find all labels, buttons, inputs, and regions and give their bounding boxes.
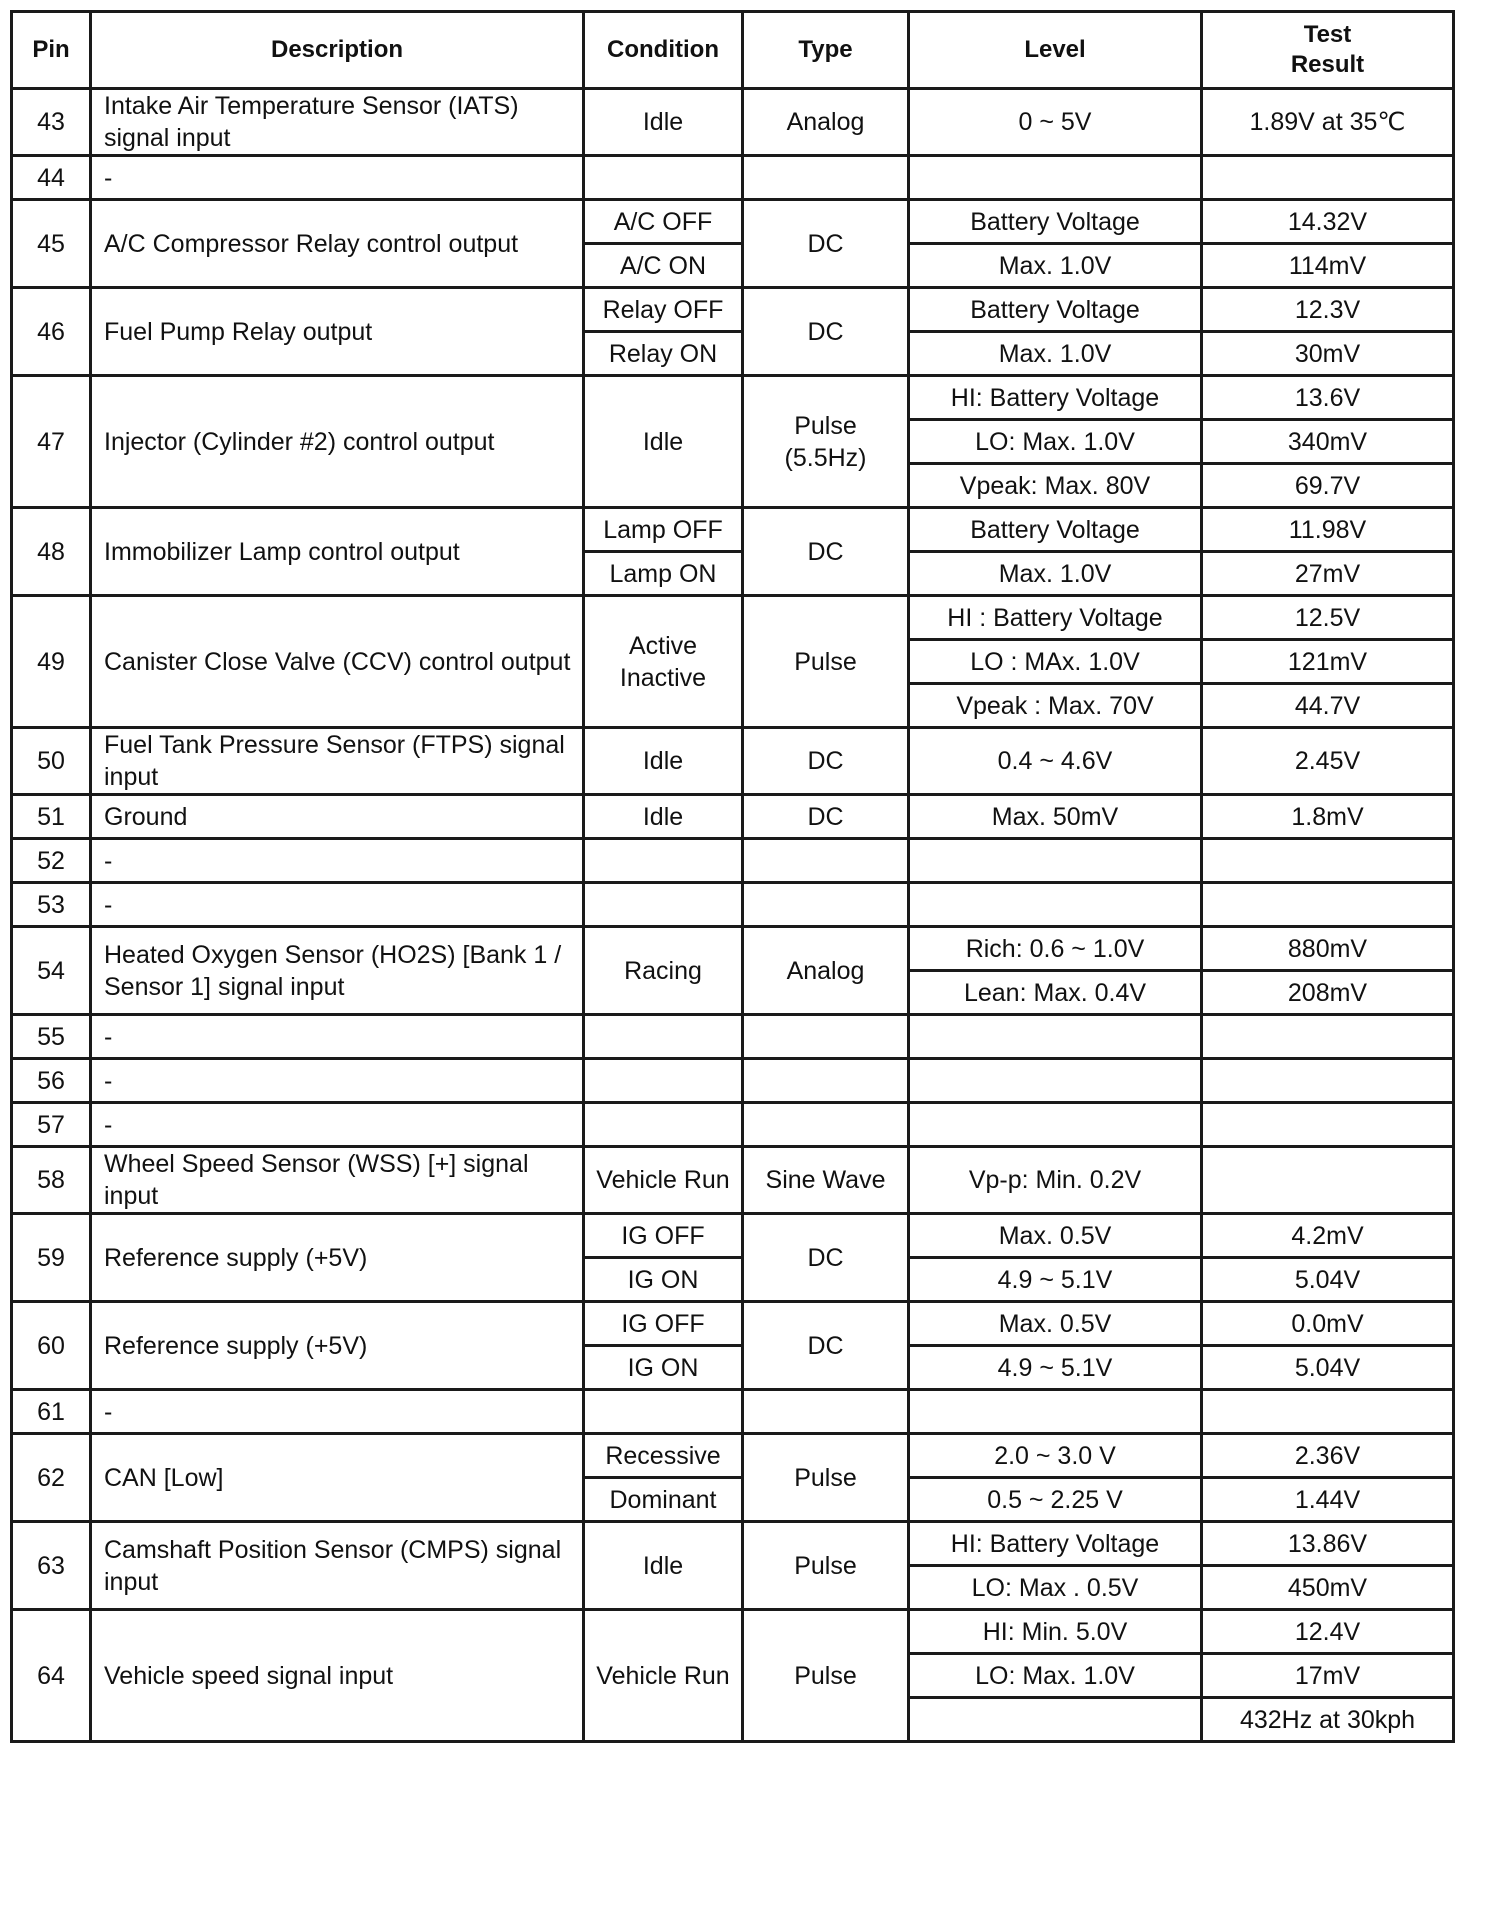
result-cell: 880mV bbox=[1202, 927, 1454, 971]
pin-cell: 62 bbox=[12, 1434, 91, 1522]
description-cell: - bbox=[91, 883, 584, 927]
result-cell: 13.86V bbox=[1202, 1522, 1454, 1566]
result-cell bbox=[1202, 839, 1454, 883]
table-row bbox=[12, 1015, 1454, 1059]
condition-cell bbox=[584, 1390, 743, 1434]
header-description: Description bbox=[91, 12, 584, 89]
description-cell: Injector (Cylinder #2) control output bbox=[91, 376, 584, 508]
pin-cell: 60 bbox=[12, 1302, 91, 1390]
condition-cell: Idle bbox=[584, 795, 743, 839]
level-cell: 4.9 ~ 5.1V bbox=[909, 1258, 1202, 1302]
table-row bbox=[12, 596, 1454, 640]
header-level: Level bbox=[909, 12, 1202, 89]
description-cell: Reference supply (+5V) bbox=[91, 1214, 584, 1302]
condition-cell bbox=[584, 1103, 743, 1147]
pin-cell: 53 bbox=[12, 883, 91, 927]
table-row bbox=[12, 200, 1454, 244]
table-row bbox=[12, 1434, 1454, 1478]
pin-spec-sheet bbox=[10, 10, 1452, 1743]
condition-cell: Relay ON bbox=[584, 332, 743, 376]
result-cell: 4.2mV bbox=[1202, 1214, 1454, 1258]
level-cell: Battery Voltage bbox=[909, 288, 1202, 332]
table-row bbox=[12, 1610, 1454, 1654]
condition-cell: Lamp ON bbox=[584, 552, 743, 596]
table-row bbox=[12, 1302, 1454, 1346]
level-cell: Max. 50mV bbox=[909, 795, 1202, 839]
level-cell: 0.5 ~ 2.25 V bbox=[909, 1478, 1202, 1522]
description-cell: - bbox=[91, 1103, 584, 1147]
pin-cell: 63 bbox=[12, 1522, 91, 1610]
table-row bbox=[12, 927, 1454, 971]
type-cell bbox=[743, 1059, 909, 1103]
result-cell: 14.32V bbox=[1202, 200, 1454, 244]
description-cell: Wheel Speed Sensor (WSS) [+] signal input bbox=[91, 1147, 584, 1214]
table-row bbox=[12, 1103, 1454, 1147]
type-cell: Sine Wave bbox=[743, 1147, 909, 1214]
table-row bbox=[12, 288, 1454, 332]
level-cell: HI: Battery Voltage bbox=[909, 1522, 1202, 1566]
level-cell bbox=[909, 839, 1202, 883]
pin-cell: 43 bbox=[12, 89, 91, 156]
pin-cell: 46 bbox=[12, 288, 91, 376]
header-condition: Condition bbox=[584, 12, 743, 89]
type-cell: Pulse bbox=[743, 1610, 909, 1742]
result-cell bbox=[1202, 1147, 1454, 1214]
description-cell: Reference supply (+5V) bbox=[91, 1302, 584, 1390]
result-cell: 1.44V bbox=[1202, 1478, 1454, 1522]
result-cell: 12.3V bbox=[1202, 288, 1454, 332]
condition-cell: IG ON bbox=[584, 1346, 743, 1390]
table-body bbox=[12, 89, 1454, 1742]
result-cell: 1.89V at 35℃ bbox=[1202, 89, 1454, 156]
type-cell: DC bbox=[743, 288, 909, 376]
result-cell: 114mV bbox=[1202, 244, 1454, 288]
table-row bbox=[12, 89, 1454, 156]
condition-cell: Recessive bbox=[584, 1434, 743, 1478]
condition-cell: Lamp OFF bbox=[584, 508, 743, 552]
type-cell: DC bbox=[743, 728, 909, 795]
description-cell: Intake Air Temperature Sensor (IATS) signal input bbox=[91, 89, 584, 156]
description-cell: - bbox=[91, 1015, 584, 1059]
condition-cell bbox=[584, 839, 743, 883]
level-cell: Max. 1.0V bbox=[909, 332, 1202, 376]
description-cell: Immobilizer Lamp control output bbox=[91, 508, 584, 596]
pin-cell: 48 bbox=[12, 508, 91, 596]
pin-cell: 64 bbox=[12, 1610, 91, 1742]
level-cell bbox=[909, 1103, 1202, 1147]
pin-cell: 52 bbox=[12, 839, 91, 883]
condition-cell: Vehicle Run bbox=[584, 1610, 743, 1742]
result-cell bbox=[1202, 1103, 1454, 1147]
level-cell: 0.4 ~ 4.6V bbox=[909, 728, 1202, 795]
result-cell: 340mV bbox=[1202, 420, 1454, 464]
header-type: Type bbox=[743, 12, 909, 89]
header-row bbox=[12, 12, 1454, 89]
pin-cell: 56 bbox=[12, 1059, 91, 1103]
description-cell: A/C Compressor Relay control output bbox=[91, 200, 584, 288]
result-cell: 2.45V bbox=[1202, 728, 1454, 795]
description-cell: - bbox=[91, 839, 584, 883]
result-cell: 0.0mV bbox=[1202, 1302, 1454, 1346]
level-cell: LO: Max . 0.5V bbox=[909, 1566, 1202, 1610]
condition-cell bbox=[584, 883, 743, 927]
level-cell: LO: Max. 1.0V bbox=[909, 1654, 1202, 1698]
level-cell: 0 ~ 5V bbox=[909, 89, 1202, 156]
level-cell: LO: Max. 1.0V bbox=[909, 420, 1202, 464]
result-cell: 44.7V bbox=[1202, 684, 1454, 728]
pin-cell: 57 bbox=[12, 1103, 91, 1147]
table-row bbox=[12, 795, 1454, 839]
type-cell: Pulse bbox=[743, 596, 909, 728]
table-row bbox=[12, 508, 1454, 552]
description-cell: Heated Oxygen Sensor (HO2S) [Bank 1 / Sensor 1] signal input bbox=[91, 927, 584, 1015]
table-row bbox=[12, 1147, 1454, 1214]
description-cell: Ground bbox=[91, 795, 584, 839]
type-cell: DC bbox=[743, 1302, 909, 1390]
condition-cell: Idle bbox=[584, 728, 743, 795]
type-cell bbox=[743, 839, 909, 883]
table-row bbox=[12, 376, 1454, 420]
type-cell bbox=[743, 1103, 909, 1147]
table-row bbox=[12, 1522, 1454, 1566]
level-cell: Max. 0.5V bbox=[909, 1214, 1202, 1258]
level-cell: Battery Voltage bbox=[909, 200, 1202, 244]
header-result-label: Result bbox=[1290, 51, 1365, 78]
description-cell: CAN [Low] bbox=[91, 1434, 584, 1522]
result-cell: 2.36V bbox=[1202, 1434, 1454, 1478]
level-cell: HI: Min. 5.0V bbox=[909, 1610, 1202, 1654]
pin-table bbox=[10, 10, 1455, 1743]
table-row bbox=[12, 1214, 1454, 1258]
type-cell: Analog bbox=[743, 927, 909, 1015]
header-pin: Pin bbox=[12, 12, 91, 89]
result-cell bbox=[1202, 156, 1454, 200]
level-cell bbox=[909, 883, 1202, 927]
condition-cell bbox=[584, 1015, 743, 1059]
level-cell: Max. 1.0V bbox=[909, 552, 1202, 596]
result-cell: 1.8mV bbox=[1202, 795, 1454, 839]
result-cell: 450mV bbox=[1202, 1566, 1454, 1610]
condition-cell: IG OFF bbox=[584, 1214, 743, 1258]
condition-cell: Relay OFF bbox=[584, 288, 743, 332]
condition-cell: A/C OFF bbox=[584, 200, 743, 244]
result-cell: 69.7V bbox=[1202, 464, 1454, 508]
level-cell bbox=[909, 1059, 1202, 1103]
result-cell: 11.98V bbox=[1202, 508, 1454, 552]
type-cell: Pulse bbox=[743, 1434, 909, 1522]
description-cell: Fuel Tank Pressure Sensor (FTPS) signal input bbox=[91, 728, 584, 795]
level-cell: Rich: 0.6 ~ 1.0V bbox=[909, 927, 1202, 971]
condition-cell bbox=[584, 156, 743, 200]
result-cell: 27mV bbox=[1202, 552, 1454, 596]
type-cell bbox=[743, 1015, 909, 1059]
pin-cell: 47 bbox=[12, 376, 91, 508]
level-cell: Vp-p: Min. 0.2V bbox=[909, 1147, 1202, 1214]
result-cell: 12.4V bbox=[1202, 1610, 1454, 1654]
type-cell: DC bbox=[743, 508, 909, 596]
level-cell bbox=[909, 156, 1202, 200]
condition-cell: Vehicle Run bbox=[584, 1147, 743, 1214]
result-cell bbox=[1202, 1390, 1454, 1434]
type-cell: Analog bbox=[743, 89, 909, 156]
result-cell: 12.5V bbox=[1202, 596, 1454, 640]
result-cell: 121mV bbox=[1202, 640, 1454, 684]
level-cell: Vpeak: Max. 80V bbox=[909, 464, 1202, 508]
pin-cell: 51 bbox=[12, 795, 91, 839]
level-cell: Lean: Max. 0.4V bbox=[909, 971, 1202, 1015]
result-cell: 208mV bbox=[1202, 971, 1454, 1015]
level-cell: Max. 0.5V bbox=[909, 1302, 1202, 1346]
pin-cell: 44 bbox=[12, 156, 91, 200]
condition-cell: Dominant bbox=[584, 1478, 743, 1522]
pin-cell: 58 bbox=[12, 1147, 91, 1214]
level-cell bbox=[909, 1390, 1202, 1434]
type-cell: Pulse (5.5Hz) bbox=[743, 376, 909, 508]
description-cell: Camshaft Position Sensor (CMPS) signal input bbox=[91, 1522, 584, 1610]
table-row bbox=[12, 156, 1454, 200]
level-cell: LO : MAx. 1.0V bbox=[909, 640, 1202, 684]
condition-cell: Racing bbox=[584, 927, 743, 1015]
type-cell: Pulse bbox=[743, 1522, 909, 1610]
result-cell: 432Hz at 30kph bbox=[1202, 1698, 1454, 1742]
description-cell: Vehicle speed signal input bbox=[91, 1610, 584, 1742]
table-row bbox=[12, 1390, 1454, 1434]
type-cell bbox=[743, 883, 909, 927]
table-row bbox=[12, 1059, 1454, 1103]
description-cell: Fuel Pump Relay output bbox=[91, 288, 584, 376]
level-cell: HI : Battery Voltage bbox=[909, 596, 1202, 640]
condition-cell: Idle bbox=[584, 1522, 743, 1610]
header-test-result bbox=[1202, 12, 1454, 89]
level-cell bbox=[909, 1698, 1202, 1742]
result-cell: 5.04V bbox=[1202, 1258, 1454, 1302]
pin-cell: 59 bbox=[12, 1214, 91, 1302]
level-cell: Battery Voltage bbox=[909, 508, 1202, 552]
condition-cell: Idle bbox=[584, 89, 743, 156]
description-cell: - bbox=[91, 156, 584, 200]
result-cell: 30mV bbox=[1202, 332, 1454, 376]
level-cell: Max. 1.0V bbox=[909, 244, 1202, 288]
table-row bbox=[12, 883, 1454, 927]
pin-cell: 50 bbox=[12, 728, 91, 795]
condition-cell bbox=[584, 1059, 743, 1103]
level-cell: 4.9 ~ 5.1V bbox=[909, 1346, 1202, 1390]
condition-cell: IG ON bbox=[584, 1258, 743, 1302]
result-cell bbox=[1202, 883, 1454, 927]
description-cell: - bbox=[91, 1059, 584, 1103]
result-cell: 5.04V bbox=[1202, 1346, 1454, 1390]
description-cell: - bbox=[91, 1390, 584, 1434]
type-cell: DC bbox=[743, 1214, 909, 1302]
pin-cell: 49 bbox=[12, 596, 91, 728]
level-cell: Vpeak : Max. 70V bbox=[909, 684, 1202, 728]
result-cell: 17mV bbox=[1202, 1654, 1454, 1698]
pin-cell: 45 bbox=[12, 200, 91, 288]
condition-cell: Active Inactive bbox=[584, 596, 743, 728]
type-cell: DC bbox=[743, 795, 909, 839]
description-cell: Canister Close Valve (CCV) control output bbox=[91, 596, 584, 728]
pin-cell: 61 bbox=[12, 1390, 91, 1434]
level-cell bbox=[909, 1015, 1202, 1059]
level-cell: 2.0 ~ 3.0 V bbox=[909, 1434, 1202, 1478]
table-row bbox=[12, 728, 1454, 795]
header-test-label: Test bbox=[1303, 21, 1352, 48]
pin-cell: 54 bbox=[12, 927, 91, 1015]
condition-cell: Idle bbox=[584, 376, 743, 508]
condition-cell: A/C ON bbox=[584, 244, 743, 288]
table-row bbox=[12, 839, 1454, 883]
result-cell bbox=[1202, 1059, 1454, 1103]
type-cell bbox=[743, 156, 909, 200]
type-cell: DC bbox=[743, 200, 909, 288]
result-cell bbox=[1202, 1015, 1454, 1059]
result-cell: 13.6V bbox=[1202, 376, 1454, 420]
pin-cell: 55 bbox=[12, 1015, 91, 1059]
level-cell: HI: Battery Voltage bbox=[909, 376, 1202, 420]
condition-cell: IG OFF bbox=[584, 1302, 743, 1346]
type-cell bbox=[743, 1390, 909, 1434]
